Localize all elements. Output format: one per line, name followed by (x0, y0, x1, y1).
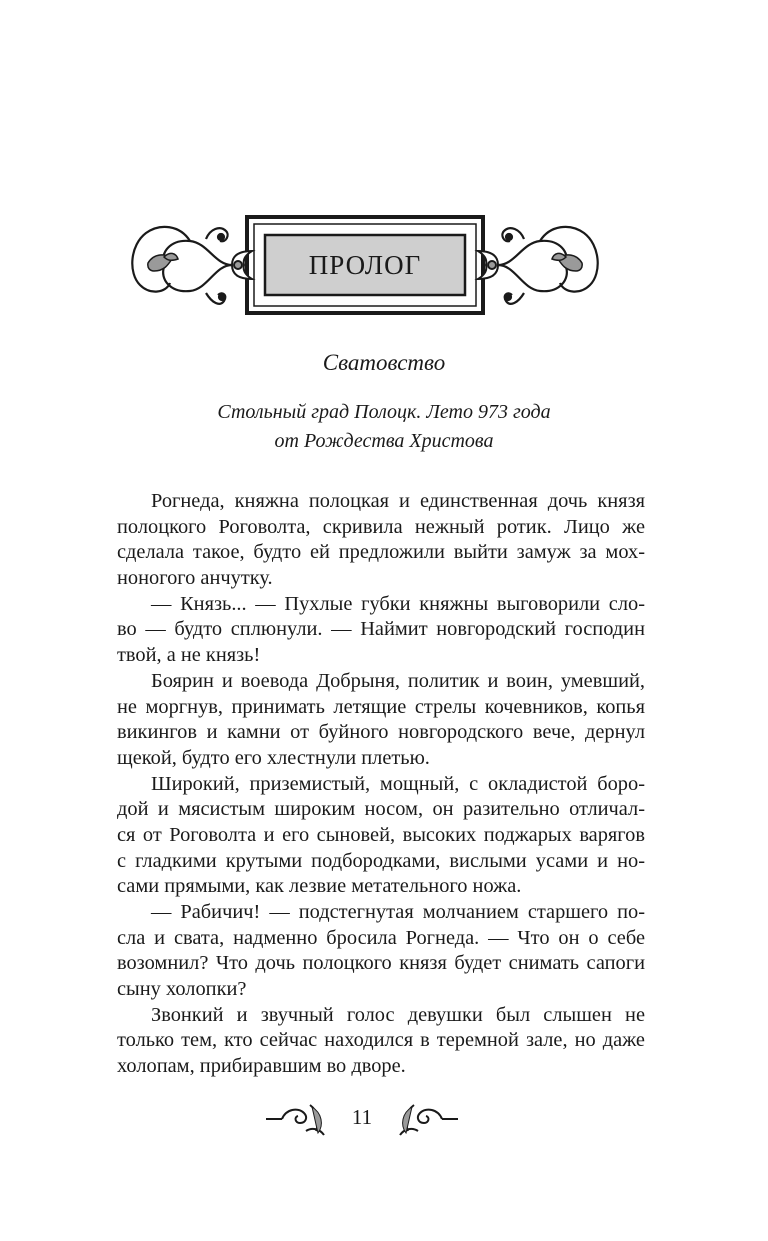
page-number: 11 (351, 1105, 373, 1129)
footer-ornament-left-icon (262, 1101, 328, 1137)
text-line: твой, а не князь! (117, 644, 261, 667)
text-line: Звонкий и звучный голос девушки был слышен не (151, 1003, 645, 1026)
text-line: дой и мясистым широким носом, он разительно отличал- (117, 798, 645, 821)
text-line: ся от Роговолта и его сыновей, высоких поджарых варягов (117, 823, 645, 846)
right-leaf (552, 253, 582, 271)
text-line: сами прямыми, как лезвие метательного ножа. (117, 875, 522, 898)
body-text (117, 489, 645, 1080)
section-subtitle: Сватовство (322, 350, 446, 375)
text-line: во — будто сплюнули. — Наймит новгородский господин (117, 618, 645, 641)
place-line-1: Стольный град Полоцк. Лето 973 года (217, 401, 551, 423)
text-line: — Рабичич! — подстегнутая молчанием старшего по- (151, 901, 645, 923)
place-line-2: от Рождества Христова (274, 430, 494, 452)
text-line: ноногого анчутку. (117, 567, 273, 590)
text-line: возомнил? Что дочь полоцкого князя будет снимать сапоги (117, 952, 645, 975)
text-line: с гладкими крутыми подбородками, вислыми усами и но- (117, 849, 645, 872)
left-leaf (148, 253, 178, 271)
text-line: Рогнеда, княжна полоцкая и единственная дочь князя (151, 490, 645, 512)
chapter-title: ПРОЛОГ (308, 250, 422, 280)
text-line: Широкий, приземистый, мощный, с окладистой боро- (151, 772, 645, 795)
footer-ornament-right-icon (396, 1101, 462, 1137)
text-line: полоцкого Роговолта, скривила нежный ротик. Лицо же (117, 515, 645, 538)
text-line: холопам, прибиравшим во дворе. (117, 1055, 406, 1078)
text-line: не моргнув, принимать летящие стрелы кочевников, копья (117, 695, 645, 718)
text-line: сла и свата, надменно бросила Рогнеда. — Что он о себе (117, 926, 645, 949)
text-line: только тем, кто сейчас находился в теремной зале, но даже (117, 1029, 645, 1052)
page-footer (262, 1097, 462, 1141)
text-line: Боярин и воевода Добрыня, политик и воин, умевший, (151, 669, 645, 692)
text-line: викингов и камни от буйного новгородского вече, дернул (117, 721, 645, 744)
text-line: щекой, будто его хлестнули плетью. (117, 746, 430, 769)
text-line: сыну холопки? (117, 978, 247, 1001)
text-line: — Князь... — Пухлые губки княжны выговорили сло- (151, 592, 645, 615)
text-line: сделала такое, будто ей предложили выйти замуж за мох- (117, 541, 645, 564)
